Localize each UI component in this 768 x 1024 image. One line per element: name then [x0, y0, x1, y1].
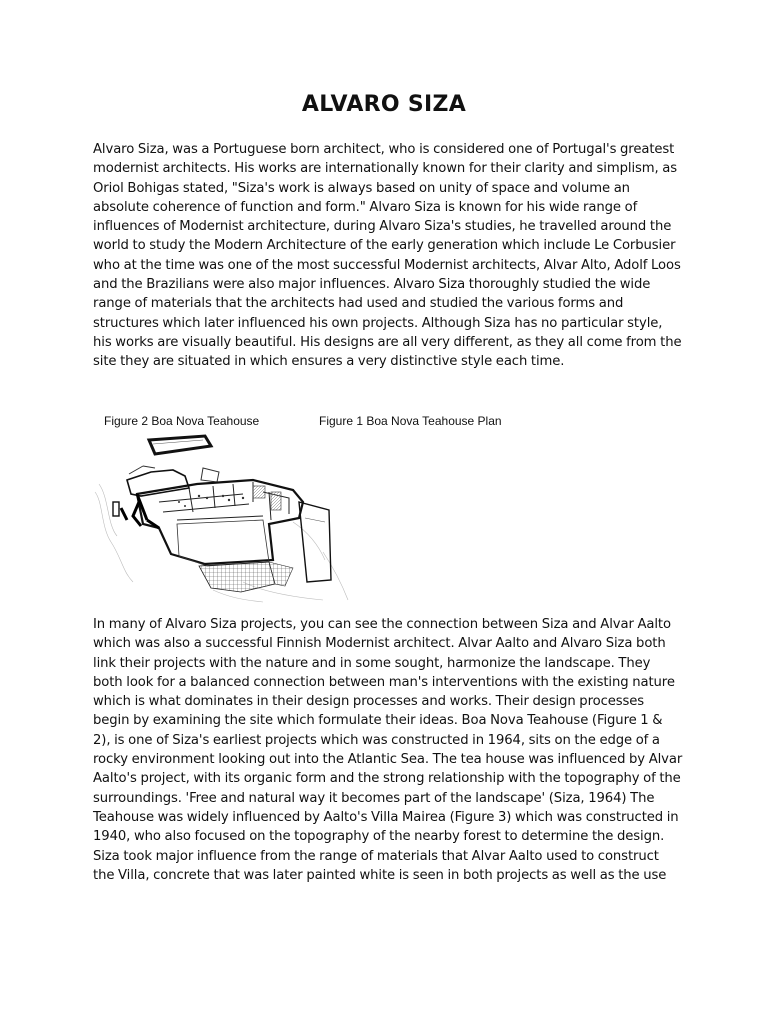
figure-1-caption: Figure 1 Boa Nova Teahouse Plan — [319, 414, 502, 428]
teahouse-plan-image — [93, 432, 355, 605]
influence-paragraph: In many of Alvaro Siza projects, you can see the connection between Siza and Alvar Aalto which was also a successful Finnish Modernist architect. Alvar Aalto and Alvaro Siza both link their projects with the nature and in some sought, harmonize the landscape. They both look for a balanced connection between man's interventions with the existing nature which is what dominates in their design processes and works. Their design processes begin by examining the site which formulate their ideas. Boa Nova Teahouse (Figure 1 & 2), is one of Siza's earliest projects which was constructed in 1964, sits on the edge of a rocky environment looking out into the Atlantic Sea. The tea house was influenced by Alvar Aalto's project, with its organic form and the strong relationship with the topography of the surroundings. 'Free and natural way it becomes part of the landscape' (Siza, 1964) The Teahouse was widely influenced by Aalto's Villa Mairea (Figure 3) which was constructed in 1940, who also focused on the topography of the nearby forest to determine the design. Siza took major influence from the range of materials that Alvar Aalto used to construct the Villa, concrete that was later painted white is seen in both projects as well as the use — [93, 617, 683, 883]
figure-2-caption: Figure 2 Boa Nova Teahouse — [104, 414, 260, 428]
page-title: ALVARO SIZA — [301, 92, 467, 117]
floor-plan-drawing — [93, 432, 355, 605]
intro-paragraph: Alvaro Siza, was a Portuguese born architect, who is considered one of Portugal's greatest modernist architects. His works are internationally known for their clarity and simplism, as Oriol Bohigas stated, "Siza's work is always based on unity of space and volume an absolute coherence of function and form." Alvaro Siza is known for his wide range of influences of Modernist architecture, during Alvaro Siza's studies, he travelled around the world to study the Modern Architecture of the early generation which include Le Corbusier who at the time was one of the most successful Modernist architects, Alvar Alto, Adolf Loos and the Brazilians were also major influences. Alvaro Siza thoroughly studied the wide range of materials that the architects had used and studied the various forms and structures which later influenced his own projects. Although Siza has no particular style, his works are visually beautiful. His designs are all very different, as they all come from the site they are situated in which ensures a very distinctive style each time. — [93, 142, 682, 370]
